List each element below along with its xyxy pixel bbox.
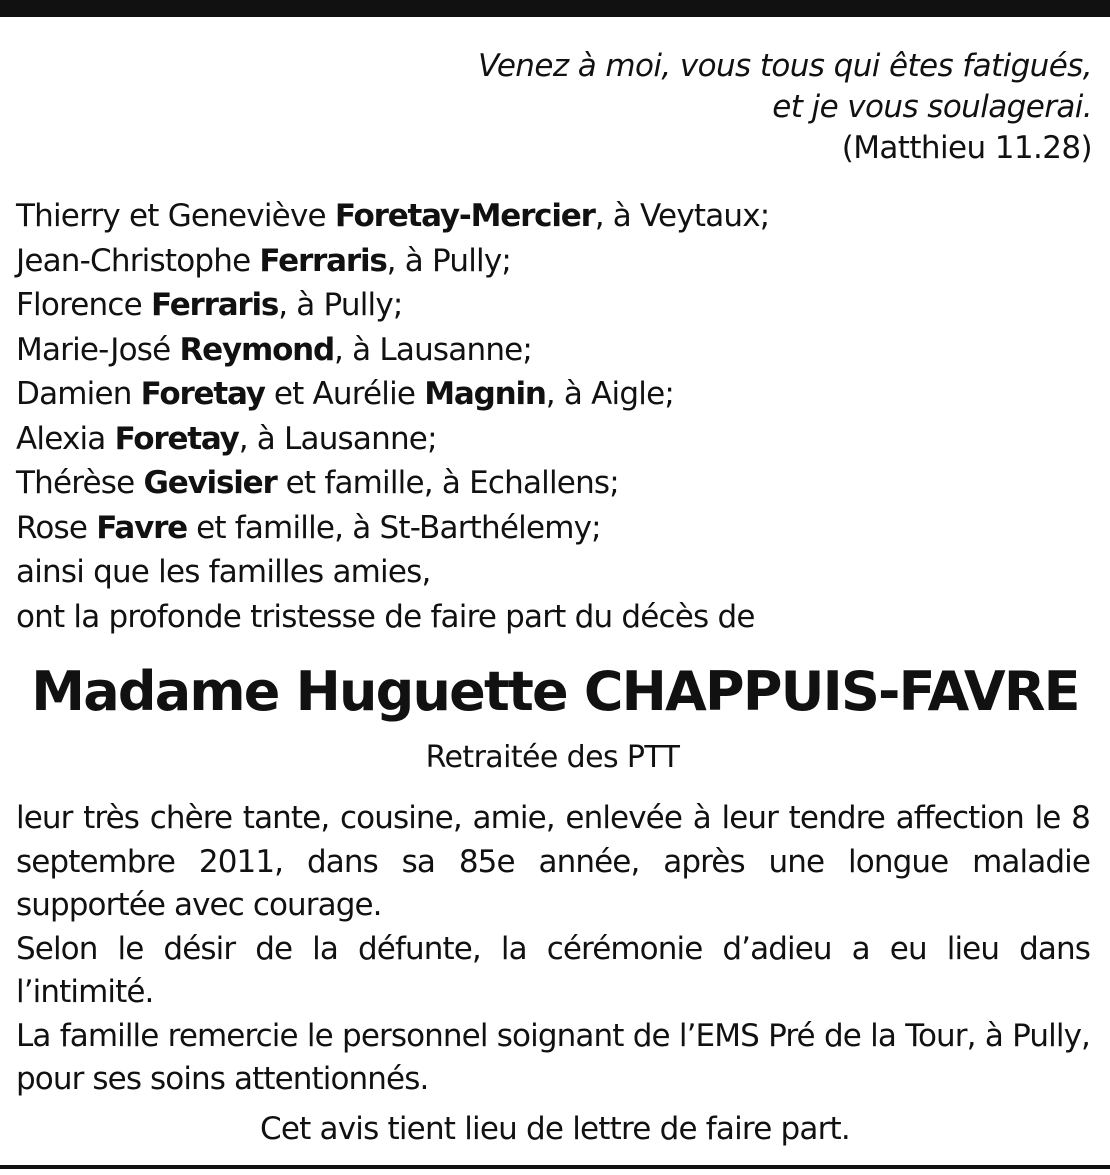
family-line: Thérèse Gevisier et famille, à Echallens; [16,465,619,501]
verse-line-1: Venez à moi, vous tous qui êtes fatigués, [478,48,1092,84]
body-paragraph: Selon le désir de la défunte, la cérémonie d’adieu a eu lieu dans l’intimité. [16,930,1090,1010]
body-paragraph: La famille remercie le personnel soignant de l’EMS Pré de la Tour, à Pully, pour ses soins attentionnés. [16,1017,1090,1097]
deceased-name: Madame Huguette CHAPPUIS-FAVRE [31,660,1079,723]
family-list [16,194,1096,639]
announcement-line: ont la profonde tristesse de faire part du décès de [16,598,755,635]
family-line: Thierry et Geneviève Foretay-Mercier, à Veytaux; [16,198,770,234]
bottom-border-rule [0,1165,1110,1169]
verse-line-2: et je vous soulagerai. [772,89,1092,125]
family-line: Rose Favre et famille, à St-Barthélemy; [16,509,601,546]
family-line: Marie-José Reymond, à Lausanne; [16,331,533,368]
bible-verse [478,46,1092,169]
family-line: Damien Foretay et Aurélie Magnin, à Aigle; [16,376,674,412]
obituary-body [16,797,1090,1102]
verse-reference: (Matthieu 11.28) [841,130,1092,166]
body-paragraph: leur très chère tante, cousine, amie, enlevée à leur tendre affection le 8 septembre 2011, dans sa 85e année, après une longue maladie supportée avec courage. [16,800,1090,923]
closing-note: Cet avis tient lieu de lettre de faire part. [260,1111,850,1147]
deceased-title: Retraitée des PTT [425,740,680,775]
top-border-rule [0,0,1110,17]
family-line: ainsi que les familles amies, [16,554,431,590]
family-line: Alexia Foretay, à Lausanne; [16,420,437,457]
family-line: Florence Ferraris, à Pully; [16,287,403,323]
family-line: Jean-Christophe Ferraris, à Pully; [16,242,512,279]
